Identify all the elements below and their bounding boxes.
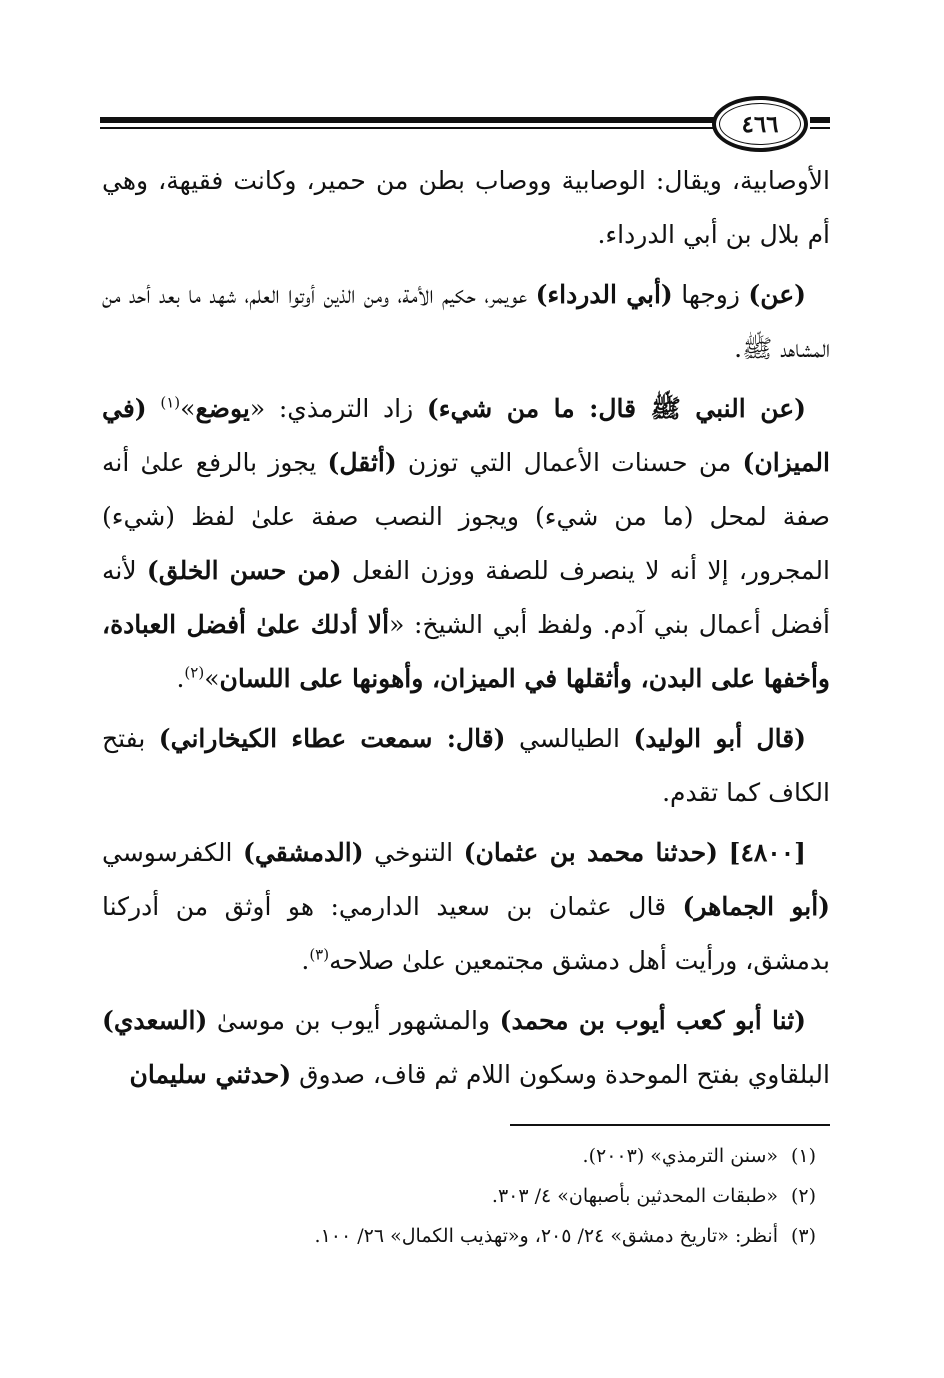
page-header bbox=[100, 92, 830, 162]
paragraph bbox=[102, 382, 830, 706]
bold-segment: (أبو الجماهر) bbox=[682, 892, 830, 921]
header-rule-right-thin bbox=[810, 127, 830, 129]
header-rule-thick bbox=[100, 117, 715, 123]
bold-segment: (من حسن الخلق) bbox=[146, 556, 342, 585]
text-segment: بفتح الكاف كما تقدم. bbox=[102, 724, 830, 807]
text-segment: زاد الترمذي: « bbox=[249, 394, 427, 423]
text-segment: . bbox=[176, 664, 185, 693]
paragraph bbox=[102, 826, 830, 988]
text-segment: من حسنات الأعمال التي توزن bbox=[396, 448, 743, 477]
text-segment: عويمر، حكيم الأمة، ومن الذين أوتوا العلم، شهد ما بعد أحد من المشاهد ﷺ. bbox=[102, 280, 830, 363]
bold-segment: (قال أبو الوليد) bbox=[633, 724, 806, 753]
footnote-text: «طبقات المحدثين بأصبهان» ٤/ ٣٠٣. bbox=[491, 1185, 778, 1207]
paragraph bbox=[102, 154, 830, 262]
footnote-ref: (٣) bbox=[309, 945, 330, 964]
text-segment: والمشهور أيوب بن موسىٰ bbox=[207, 1006, 500, 1035]
text-segment: الطيالسي bbox=[505, 724, 634, 753]
text-segment: قال عثمان بن سعيد الدارمي: هو أوثق من أدركنا بدمشق، ورأيت أهل دمشق مجتمعين علىٰ صلاحه bbox=[102, 892, 830, 975]
text-segment: . bbox=[301, 946, 310, 975]
footnote-number: (٢) bbox=[790, 1185, 816, 1207]
bold-segment: (قال: سمعت عطاء الكيخاراني) bbox=[158, 724, 506, 753]
bold-segment: (أثقل) bbox=[327, 448, 397, 477]
text-segment: الأوصابية، ويقال: الوصابية ووصاب بطن من حمير، وكانت فقيهة، وهي أم بلال بن أبي الدرداء. bbox=[102, 166, 830, 249]
text-segment: التنوخي bbox=[363, 838, 464, 867]
bold-segment: (حدثني سليمان bbox=[129, 1060, 292, 1089]
bold-segment: (حدثنا محمد بن عثمان) bbox=[463, 838, 718, 867]
footnotes bbox=[102, 1136, 816, 1256]
bold-segment: (عن) bbox=[748, 280, 806, 309]
footnote-item bbox=[102, 1216, 816, 1256]
page-number: ٤٦٦ bbox=[712, 96, 808, 152]
bold-segment: (أبي الدرداء) bbox=[535, 280, 673, 309]
text-segment: الكفرسوسي bbox=[102, 838, 244, 867]
footnote-ref: (٢) bbox=[184, 663, 205, 682]
text-segment: » bbox=[204, 664, 220, 693]
text-segment bbox=[147, 394, 161, 423]
bold-segment: (في الميزان) bbox=[102, 394, 830, 477]
bold-segment: (السعدي) bbox=[102, 1006, 208, 1035]
text-segment: البلقاوي بفتح الموحدة وسكون اللام ثم قاف، صدوق bbox=[291, 1060, 830, 1089]
paragraph bbox=[102, 268, 830, 376]
bold-segment: [٤٨٠٠] bbox=[728, 838, 806, 867]
footnote-number: (١) bbox=[790, 1145, 816, 1167]
text-segment: لأنه أفضل أعمال بني آدم. ولفظ أبي الشيخ: « bbox=[102, 556, 830, 639]
text-segment bbox=[718, 838, 729, 867]
header-rule-right-thick bbox=[810, 117, 830, 123]
text-segment: يجوز بالرفع علىٰ أنه صفة لمحل (ما من شيء) ويجوز النصب صفة علىٰ لفظ (شيء) المجرور، إلا أنه لا ينصرف للصفة ووزن الفعل bbox=[102, 448, 830, 585]
footnote-text: «سنن الترمذي» (٢٠٠٣). bbox=[582, 1145, 778, 1167]
footnote-text: أنظر: «تاريخ دمشق» ٢٤/ ٢٠٥، و«تهذيب الكمال» ٢٦/ ١٠٠. bbox=[314, 1225, 778, 1247]
footnote-item bbox=[102, 1136, 816, 1176]
footnote-number: (٣) bbox=[790, 1225, 816, 1247]
paragraph bbox=[102, 994, 830, 1102]
footnote-separator bbox=[510, 1124, 830, 1126]
header-rule-thin bbox=[100, 127, 715, 129]
text-segment: » bbox=[180, 394, 196, 423]
bold-segment: يوضع bbox=[195, 394, 250, 423]
bold-segment: (الدمشقي) bbox=[243, 838, 364, 867]
footnote-item bbox=[102, 1176, 816, 1216]
bold-segment: ألا أدلك علىٰ أفضل العبادة، وأخفها على البدن، وأثقلها في الميزان، وأهونها على اللسان bbox=[102, 610, 830, 693]
footnote-ref: (١) bbox=[160, 393, 181, 412]
bold-segment: (ثنا أبو كعب أيوب بن محمد) bbox=[499, 1006, 806, 1035]
text-segment: زوجها bbox=[672, 280, 749, 309]
paragraph bbox=[102, 712, 830, 820]
bold-segment: (عن النبي ﷺ قال: ما من شيء) bbox=[426, 394, 806, 423]
main-text bbox=[102, 154, 830, 1108]
